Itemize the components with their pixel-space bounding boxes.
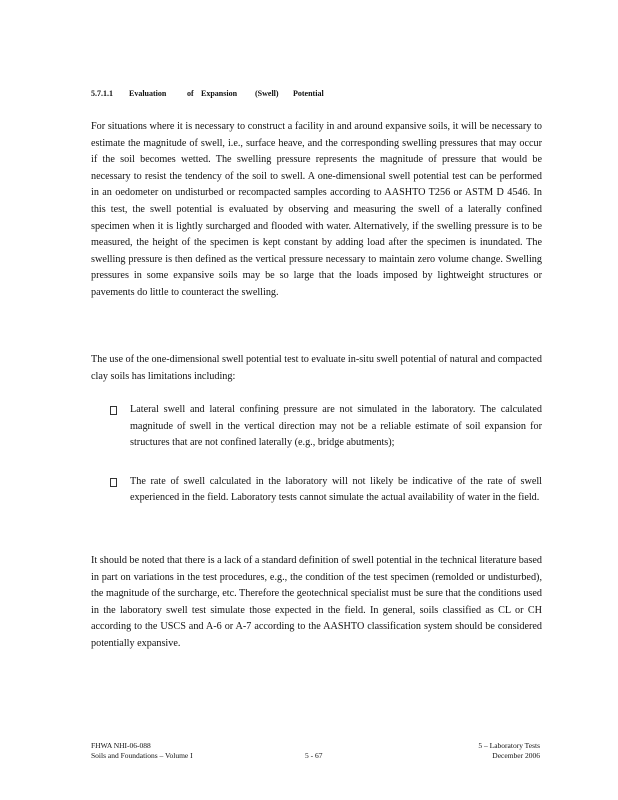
section-title-word: Expansion [201, 89, 238, 98]
section-number: 5.7.1.1 [91, 89, 113, 98]
footer-chapter-title: 5 – Laboratory Tests [478, 741, 540, 750]
footer-report-number: FHWA NHI-06-088 [91, 741, 151, 750]
paragraph-swell-estimation: For situations where it is necessary to construct a facility in and around expansive soils, it will be necessary to estimate the magnitude of swell, i.e., surface heave, and the corresponding swelling pressures that may occur if the soil becomes wetted. The swelling pressure represents the magnitude of pressure that would be necessary to resist the tendency of the soil to swell. A one-dimensional swell potential test can be performed in an oedometer on undisturbed or recompacted samples according to AASHTO T256 or ASTM D 4546. In this test, the swell potential is evaluated by observing and measuring the swell of a laterally confined specimen when it is lightly surcharged and flooded with water. Alternatively, if the swelling pressure is to be measured, the height of the specimen is kept constant by adding load after the specimen is inundated. The swelling pressure is then defined as the vertical pressure necessary to maintain zero volume change. Swelling pressures in some expansive soils may be so large that the loads imposed by lightweight structures or pavements do little to counteract the swelling. [91, 121, 542, 298]
bullet-box-icon [110, 406, 117, 415]
footer-volume-title: Soils and Foundations – Volume I [91, 751, 193, 760]
paragraph-test-limitations: The use of the one-dimensional swell potential test to evaluate in-situ swell potential of natural and compacted clay soils has limitations including: [91, 354, 542, 382]
section-title-word: Evaluation [129, 89, 167, 98]
section-title-word: Potential [293, 89, 324, 98]
footer-right [452, 741, 540, 761]
section-heading [91, 89, 531, 98]
section-title-word: of [187, 89, 194, 98]
list-item-text: Lateral swell and lateral confining pressure are not simulated in the laboratory. The calculated magnitude of swell in the vertical direction may not be a reliable estimate of soil expansion for structures that are not confined laterally (e.g., bridge abutments); [130, 404, 542, 449]
footer-left [91, 741, 193, 761]
paragraph-swell-definition: It should be noted that there is a lack of a standard definition of swell potential in the technical literature based in part on variations in the test procedures, e.g., the condition of the test specimen (remolded or undisturbed), the magnitude of the surcharge, etc. Therefore the geotechnical specialist must be sure that the conditions used in the laboratory swell test simulate those expected in the field. In general, soils classified as CL or CH according to the USCS and A-6 or A-7 according to the AASHTO classification system should be considered potentially expansive. [91, 555, 542, 649]
list-item-text: The rate of swell calculated in the laboratory will not likely be indicative of the rate of swell experienced in the field. Laboratory tests cannot simulate the actual availability of water in the field. [130, 475, 542, 504]
list-item [110, 474, 542, 507]
limitations-list [110, 402, 542, 507]
bullet-box-icon [110, 478, 117, 487]
footer-date: December 2006 [492, 751, 540, 760]
page-number: 5 - 67 [305, 751, 323, 760]
list-item [110, 402, 542, 452]
section-title-word: (Swell) [255, 89, 279, 98]
